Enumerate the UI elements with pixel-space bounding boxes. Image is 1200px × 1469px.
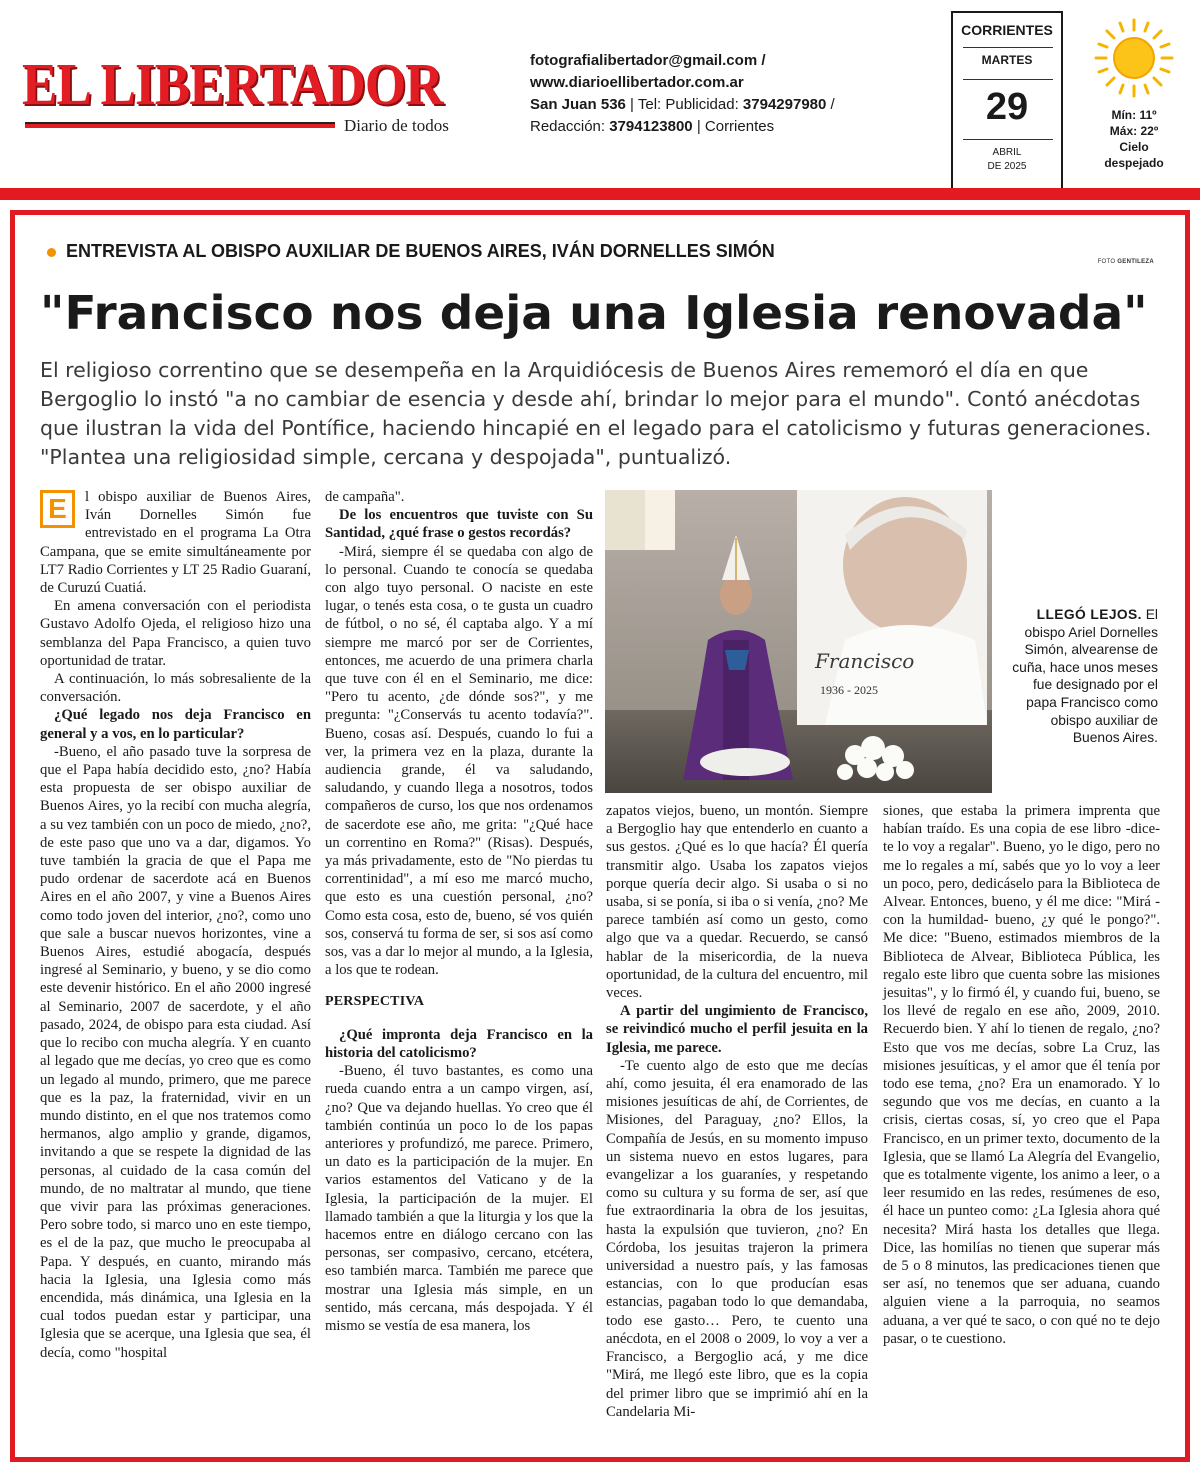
contact-tel-label: | Tel: Publicidad: — [625, 96, 743, 113]
masthead-red-bar — [0, 188, 1200, 200]
contact-email[interactable]: fotografialibertador@gmail.com / — [530, 52, 766, 69]
banner-years: 1936 - 2025 — [820, 683, 878, 697]
paragraph: A continuación, lo más sobresaliente de la conversación. — [40, 671, 311, 706]
paragraph: -Bueno, él tuvo bastantes, es como una rueda cuando entra a un campo virgen, así, ¿no? Que va dejando huellas. Yo creo que él también continúa un poco lo de los papas anteriores y profundizó, me parece. Primero, un dato es la participación de la mujer. En varios estamentos del Vaticano y de la Iglesia, la participación de la mujer. El llamado también a que la liturgia y los que la hacemos entre en diálogo cercano con las personas, ser compasivo, cercano, etcétera, eso también marca. También me parece que mostrar una Iglesia más simple, en un sentido, más cercana, más despojada. Y él mismo se vestía de esa manera, los — [325, 1063, 593, 1334]
contact-address: San Juan 536 — [530, 96, 626, 113]
photo-credit-value: GENTILEZA — [1117, 259, 1154, 265]
contact-sep: / — [826, 96, 835, 113]
article-kicker — [47, 241, 775, 262]
date-divider — [963, 47, 1053, 48]
date-daynumber: 29 — [985, 86, 1029, 128]
logo-rule — [25, 122, 335, 128]
date-divider — [963, 139, 1053, 140]
logo-tagline: Diario de todos — [344, 116, 449, 135]
article-deck: El religioso correntino que se desempeña en la Arquidiócesis de Buenos Aires rememoró el día en que Bergoglio lo instó "a no cambiar de esencia y desde ahí, brindar lo mejor para el mundo". Contó anécdotas que ilustran la vida del Pontífice, haciendo hincapié en el legado para el catolicismo y futuras generaciones. "Plantea una religiosidad simple, cercana y despojada", puntualizó. — [40, 358, 1152, 469]
paragraph: -Mirá, siempre él se quedaba con algo de lo personal. Cuando te conocía se quedaba con algo tuyo personal. O naciste en este lugar, o tenés esta cosa, o te gusta un cuadro de fútbol, o no sé, él captaba algo. Y a mí siempre me marcó por ser de Corrientes, entonces, me acuerdo de una primera charla que tuve con él en el Seminario, me dice: "Pero tu acento, ¿de dónde sos?", y me pregunta: "¿Conservás tu acento todavía?". Bueno, cosas así. Después, cuando lo fui a ver, la primera vez en la plaza, durante la audiencia grande, él va saludando, saludando, y cuando llega a nosotros, todos compañeros de curso, los que nos ordenamos de sacerdote ese año, me grita: "¿Qué hace un correntino en Roma?" (Risas). Después, ya más privadamente, esto de "No pierdas tu correntinidad", a mí eso me marcó mucho, que esto es una cuestión personal, ¿no? Como esta cosa, esto de, bueno, sé vos quién sos, conservá tu forma de ser, si sos así como sos, vas a dar lo mejor al mundo, a la Iglesia, a los que te rodean. — [325, 543, 593, 979]
interview-question: ¿Qué impronta deja Francisco en la historia del catolicismo? — [325, 1026, 593, 1061]
weather-temps — [1078, 107, 1190, 171]
paragraph: de campaña". — [325, 489, 405, 505]
newspaper-logo[interactable] — [22, 50, 449, 140]
contact-red: 3794123800 — [609, 118, 693, 135]
sun-icon — [1094, 18, 1174, 98]
paragraph: -Te cuento algo de esto que me decías ahí, como jesuita, él era enamorado de las misiones jesuíticas de ahí, de Corrientes, de Misiones, del Paraguay, ¿no? Ellos, la Compañía de Jesús, en su momento impuso un sistema nuevo en estos lugares, para evangelizar a los guaraníes, y respetando como su cultura y su forma de ser, así que fue extraordinaria la obra de los jesuitas, hasta la expulsión que tuvieron, ¿no? En Córdoba, los jesuitas trajeron la primera universidad a nuestro país, y las famosas estancias, con lo que producían esas estancias, pagaban todo lo que demandaba, todo ese gasto… Pero, te cuento una anécdota, en el 2008 o 2009, lo voy a ver a Francisco, a Bergoglio acá, y me dice "Mirá, me llegó este libro, que es la copia del primer libro que se imprimió ahí en la Candelaria Mi- — [606, 1057, 868, 1420]
photo-credit — [1098, 259, 1154, 265]
photo-caption — [1008, 606, 1158, 747]
contact-website[interactable]: www.diarioellibertador.com.ar — [530, 74, 744, 91]
interview-question: De los encuentros que tuviste con Su Santidad, ¿qué frase o gestos recordás? — [325, 507, 593, 542]
paragraph: -Bueno, el año pasado tuve la sorpresa de que el Papa había decidido esto, ¿no? Había esta propuesta de ser obispo auxiliar de Buenos Aires, yo la recibí con mucha alegría, a su vez también con un poco de miedo, ¿no?, de este paso que uno va a dar, digamos. Yo tuve también la gracia de que el Papa me pudo ordenar de sacerdote acá en Buenos Aires en el año 2007, y vine a Buenos Aires como todo joven del interior, ¿no?, como uno que sale a buscar nuevos horizontes, vine a Buenos Aires, estudié abogacía, después ingresé al Seminario, y bueno, y se dio como este devenir histórico. En el año 2000 ingresé al Seminario, 2007 de sacerdote, y el año pasado, 2024, de obispo para esta ciudad. Así que lo recibo con mucha alegría. Y en cuanto al legado que me decías, yo creo que es como un legado al mundo, primero, que me parece que es la paz, la fraternidad, vivir en un mundo distinto, en el que nos tratemos como hermanos, algo amplio y grande, digamos, invitando a que se respete la dignidad de las personas, al cuidado de la casa común del mundo, de no maltratar al mundo, que tiene que vivir para las próximas generaciones. Pero sobre todo, si marco uno en este tiempo, es el de la paz, que mucho le preocupaba al Papa. Y después, en cuanto, mirando más hacia la Iglesia, una Iglesia como más encendida, más dinámica, una Iglesia en la cual todos puedan estar y participar, una Iglesia que se acerque, una Iglesia que sea, él decía, como "hospital — [40, 743, 311, 1361]
dropcap: E — [40, 490, 75, 528]
interview-question: ¿Qué legado nos deja Francisco en general y a vos, en lo particular? — [40, 707, 311, 742]
article-column-1 — [40, 488, 311, 1362]
date-dayname: MARTES — [981, 53, 1033, 67]
contact-tel: 3794297980 — [742, 96, 827, 113]
date-box — [951, 11, 1063, 191]
contact-red-label: Redacción: — [530, 118, 610, 135]
paragraph: l obispo auxiliar de Buenos Aires, Iván Dornelles Simón fue entrevistado en el programa La Otra Campana, que se emite simultáneamente por LT7 Radio Corrientes y LT 25 Radio Guaraní, de Curuzú Cuatiá. — [40, 489, 311, 597]
caption-title: LLEGÓ LEJOS. — [1036, 607, 1142, 622]
weather-desc: Cielo — [1119, 140, 1149, 154]
date-month: ABRIL — [992, 147, 1022, 158]
paragraph: En amena conversación con el periodista Gustavo Adolfo Ojeda, el religioso hizo una semblanza del Papa Francisco, a quien tuvo oportunidad de tratar. — [40, 598, 311, 669]
logo-text: EL LIBERTADOR — [22, 51, 443, 117]
weather-desc: despejado — [1104, 156, 1164, 170]
weather-max: Máx: 22º — [1109, 124, 1159, 138]
banner-signature: Francisco — [815, 649, 915, 673]
weather-widget — [1078, 18, 1190, 171]
date-year: DE 2025 — [987, 161, 1027, 172]
date-divider — [963, 79, 1053, 80]
article-column-4 — [883, 802, 1160, 1348]
date-city: CORRIENTES — [961, 22, 1053, 38]
article-column-2 — [325, 488, 593, 1335]
contact-info — [530, 50, 950, 138]
paragraph: siones, que estaba la primera imprenta que habían traído. Es una copia de ese libro -dice- te lo voy a regalar". Bueno, yo le digo, pero no me lo regales a mí, sabés que yo lo voy a leer un poco, pero, dedicáselo para la Biblioteca de Alvear. Entonces, bueno, y él me dice: "Mirá -con la humildad- bueno, ¿y qué le pongo?". Me dice: "Bueno, estimados miembros de la Biblioteca de Alvear, Biblioteca Pública, les regalo este libro que cuenta sobre las misiones jesuitas", y lo firmó él, y cuando fui, bueno, se los llevé de regalo en ese año, 2009, 2010. Recuerdo bien. Y ahí lo tienen de regalo, ¿no? Esto que vos me decías, sobre La Cruz, las misiones jesuíticas, y el amor que él tenía por todo ese tema, ¿no? Era un enamorado. Y lo segundo que vos me decías, en cuanto a la crisis, ciertas cosas, sí, yo creo que el Papa Francisco, en un primer texto, documento de la Iglesia, que se llamó La Alegría del Evangelio, que es totalmente vigente, los animo a leer, o a leer resumido en las redes, resúmenes de eso, él hace un punteo como: ¿La Iglesia ahora qué necesita? Mirá hasta los detalles que llega. Dice, las homilías no tienen que superar más de 5 o 8 minutos, las predicaciones tienen que ser así, no tenemos que ser aduana, cuando alguien viene a la parroquia, no seamos aduana, a ver qué te saco, o con qué no te dejo pasar, o te cuestiono. — [883, 803, 1160, 1347]
photo-illustration — [605, 490, 992, 793]
section-heading: PERSPECTIVA — [325, 994, 425, 1010]
bullet-icon — [47, 248, 56, 257]
article-column-3 — [606, 802, 868, 1421]
interview-question: A partir del ungimiento de Francisco, se reivindicó mucho el perfil jesuita en la Iglesia, me parece. — [606, 1003, 868, 1056]
article-headline: "Francisco nos deja una Iglesia renovada" — [40, 286, 1148, 340]
paragraph: zapatos viejos, bueno, un montón. Siempre a Bergoglio hay que entenderlo en cuanto a sus gestos. ¿Qué es lo que hacía? Él quería transmitir algo. Usaba los zapatos viejos porque quería decir algo. Si usaba o si no usaba, si se ponía, si iba o si venía, ¿no? Me parece también así como un gesto, como algo que va a quedar. Recuerdo, se cansó hablar de la misericordia, de la nueva oportunidad, de la cultura del encuentro, mil veces. — [606, 803, 868, 1002]
contact-city: | Corrientes — [692, 118, 775, 135]
weather-min: Mín: 11º — [1111, 108, 1157, 122]
masthead — [0, 0, 1200, 200]
article-photo[interactable] — [605, 490, 992, 793]
photo-credit-label: FOTO — [1097, 259, 1118, 265]
kicker-text: ENTREVISTA AL OBISPO AUXILIAR DE BUENOS AIRES, IVÁN DORNELLES SIMÓN — [66, 241, 775, 261]
caption-text: El obispo Ariel Dornelles Simón, alvearense de cuña, hace unos meses fue designado por el papa Francisco como obispo auxiliar de Buenos Aires. — [1012, 607, 1158, 746]
